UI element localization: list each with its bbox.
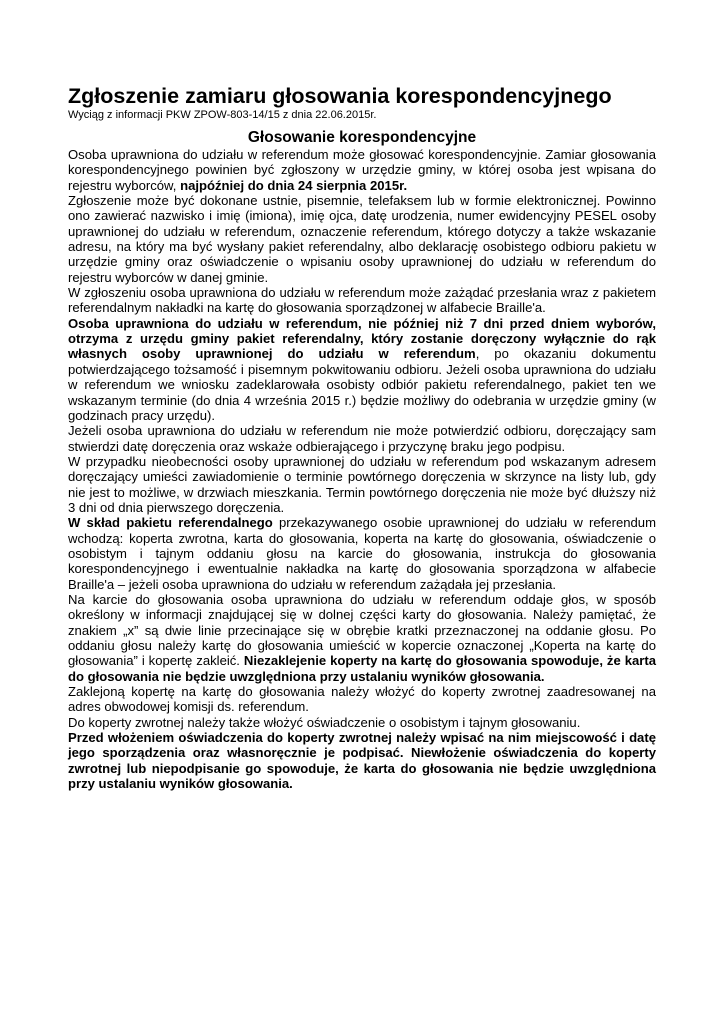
text-run: Zaklejoną kopertę na kartę do głosowania należy włożyć do koperty zwrotnej zaadresowanej na adres obwodowej komisji ds. referendum. [68,684,656,715]
paragraph [68,316,656,423]
text-run: Zgłoszenie może być dokonane ustnie, pisemnie, telefaksem lub w formie elektronicznej. Powinno ono zawierać nazwisko i imię (imiona), imię ojca, datę urodzenia, numer ewidencyjny PESEL osoby uprawnionej do udziału w referendum, oznaczenie referendum, którego dotyczy a także wskazanie adresu, na który ma być wysłany pakiet referendalny, albo deklarację osobistego odbioru pakietu w urzędzie gminy oraz oświadczenie o wpisaniu osoby uprawnionej do udziału w referendum do rejestru wyborców w danej gminie. [68,193,656,285]
text-run: Jeżeli osoba uprawniona do udziału w referendum nie może potwierdzić odbioru, doręczający sam stwierdzi datę doręczenia oraz wskaże odbierającego i przyczynę braku jego podpisu. [68,423,656,454]
bold-text: najpóźniej do dnia 24 sierpnia 2015r. [180,177,408,193]
bold-text: Przed włożeniem oświadczenia do koperty zwrotnej należy wpisać na nim miejscowość i datę jego sporządzenia oraz własnoręcznie je podpisać. Niewłożenie oświadczenia do koperty zwrotnej lub niepodpisanie go spowoduje, że karta do głosowania nie będzie uwzględniona przy ustalaniu wyników głosowania. [68,730,656,792]
text-run: W przypadku nieobecności osoby uprawnionej do udziału w referendum pod wskazanym adresem doręczający umieści zawiadomienie o terminie powtórnego doręczenia w skrzynce na listy lub, gdy nie jest to możliwe, w drzwiach mieszkania. Termin powtórnego doręczenia nie może być dłuższy niż 3 dni od dnia pierwszego doręczenia. [68,453,656,515]
section-heading: Głosowanie korespondencyjne [247,129,477,146]
paragraph [68,147,656,193]
paragraph [68,684,656,715]
paragraph [68,592,656,684]
bold-text: Osoba uprawniona do udziału w referendum, nie później niż 7 dni przed dniem wyborów, otrzyma z urzędu gminy pakiet referendalny, który zostanie doręczony wyłącznie do rąk własnych osoby uprawnionej do udziału w referendum [68,315,656,362]
document-title: Zgłoszenie zamiaru głosowania korespondencyjnego [68,84,612,108]
document-subtitle: Wyciąg z informacji PKW ZPOW-803-14/15 z dnia 22.06.2015r. [68,109,377,121]
paragraph [68,423,656,454]
text-run: przekazywanego osobie uprawnionej do udziału w referendum wchodzą: koperta zwrotna, karta do głosowania, koperta na kartę do głosowania, oświadczenie o osobistym i tajnym oddaniu głosu na karcie do głosowania, instrukcja do głosowania korespondencyjnego i ewentualnie nakładka na kartę do głosowania sporządzona w alfabecie Braille'a – jeżeli osoba uprawniona do udziału w referendum zażądała jej przesłania. [68,515,656,592]
paragraph [68,193,656,285]
document-body [68,147,656,791]
text-run: , po okazaniu dokumentu potwierdzającego tożsamość i pisemnym pokwitowaniu odbioru. Jeżeli osoba uprawniona do udziału w referendum we wniosku zadeklarowała osobisty odbiór pakietu referendalnego, pakiet ten we wskazanym terminie (do dnia 4 września 2015 r.) będzie możliwy do odebrania w urzędzie gminy (w godzinach pracy urzędu). [68,346,656,423]
text-run: Osoba uprawniona do udziału w referendum może głosować korespondencyjnie. Zamiar głosowania korespondencyjnego powinien być zgłoszony w urzędzie gminy, w której osoba jest wpisana do rejestru wyborców, [68,147,656,193]
text-run: Do koperty zwrotnej należy także włożyć oświadczenie o osobistym i tajnym głosowaniu. [68,714,581,730]
text-run: Na karcie do głosowania osoba uprawniona do udziału w referendum oddaje głos, w sposób określony w informacji znajdującej się w dolnej części karty do głosowania. Należy pamiętać, że znakiem „x” są dwie linie przecinające się w obrębie kratki przeznaczonej na oddanie głosu. Po oddaniu głosu należy kartę do głosowania umieścić w kopercie oznaczonej „Koperta na kartę do głosowania” i kopertę zakleić. [68,591,656,669]
bold-text: Niezaklejenie koperty na kartę do głosowania spowoduje, że karta do głosowania nie będzie uwzględniona przy ustalaniu wyników głosowania. [68,653,656,684]
paragraph [68,285,656,316]
text-run: W zgłoszeniu osoba uprawniona do udziału w referendum może zażądać przesłania wraz z pakietem referendalnym nakładki na kartę do głosowania sporządzonej w alfabecie Braille'a. [68,285,656,316]
paragraph [68,454,656,515]
paragraph [68,515,656,592]
paragraph [68,730,656,791]
document-page [68,84,656,791]
bold-text: W skład pakietu referendalnego [68,515,273,531]
paragraph [68,715,656,730]
